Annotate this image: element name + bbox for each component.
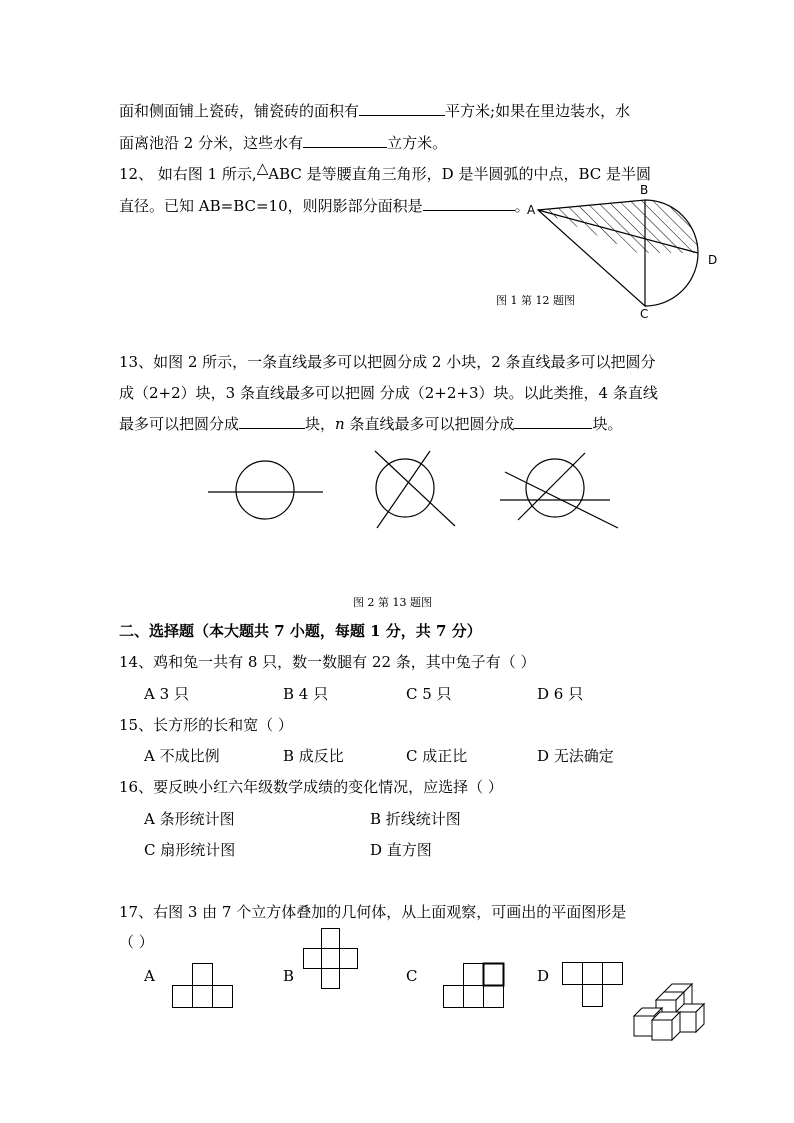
figure-2-caption: 图 2 第 13 题图	[353, 596, 432, 609]
figure-2-circle-three-lines	[500, 450, 620, 530]
q14-option-a: A 3 只	[144, 685, 189, 703]
q13-line1: 13、如图 2 所示，一条直线最多可以把圆分成 2 小块，2 条直线最多可以把圆分	[119, 353, 656, 371]
q17-option-d-figure	[562, 962, 626, 1010]
q12-line2: 直径。已知 AB=BC=10，则阴影部分面积是 。	[119, 197, 530, 215]
section-2-title: 二、选择题（本大题共 7 小题，每题 1 分，共 7 分）	[119, 622, 482, 640]
figure-3-stacked-cubes	[630, 980, 710, 1040]
q17-option-a-figure	[172, 963, 236, 1009]
q15-option-d: D 无法确定	[537, 747, 614, 765]
q17-answer-paren: （ ）	[119, 933, 154, 951]
q11-line1: 面和侧面铺上瓷砖，铺瓷砖的面积有 平方米;如果在里边装水，水	[119, 102, 631, 120]
answer-blank	[423, 196, 515, 211]
q17-option-c-label: C	[406, 967, 418, 985]
q17-question: 17、右图 3 由 7 个立方体叠加的几何体，从上面观察，可画出的平面图形是	[119, 903, 627, 921]
q14-option-b: B 4 只	[283, 685, 329, 703]
label-a: A	[527, 203, 536, 217]
answer-blank	[359, 101, 445, 116]
q17-option-c-figure	[443, 963, 507, 1009]
q16-option-a: A 条形统计图	[144, 810, 235, 828]
q16-option-d: D 直方图	[370, 841, 432, 859]
q13-line3: 最多可以把圆分成 块，n 条直线最多可以把圆分成 块。	[119, 415, 623, 433]
q15-question: 15、长方形的长和宽（ ）	[119, 716, 293, 734]
q12-line1: 12、 如右图 1 所示,△ABC 是等腰直角三角形，D 是半圆弧的中点，BC 是半圆	[119, 159, 651, 183]
q17-option-b-figure	[301, 928, 361, 994]
q14-option-c: C 5 只	[406, 685, 452, 703]
q17-option-d-label: D	[537, 967, 550, 985]
answer-blank	[239, 414, 305, 429]
figure-1-caption: 图 1 第 12 题图	[496, 294, 575, 307]
label-d: D	[708, 253, 718, 267]
q17-option-b-label: B	[283, 967, 295, 985]
q17-option-a-label: A	[144, 967, 155, 985]
q14-question: 14、鸡和兔一共有 8 只，数一数腿有 22 条，其中兔子有（ ）	[119, 653, 536, 671]
q15-option-a: A 不成比例	[144, 747, 220, 765]
q15-option-c: C 成正比	[406, 747, 468, 765]
q13-line2: 成（2+2）块，3 条直线最多可以把圆 分成（2+2+3）块。以此类推，4 条直线	[119, 384, 658, 402]
label-b: B	[640, 183, 649, 197]
q16-option-c: C 扇形统计图	[144, 841, 236, 859]
label-c: C	[640, 307, 649, 321]
figure-2-circle-one-line	[205, 455, 330, 525]
answer-blank	[514, 414, 592, 429]
triangle-symbol: △	[256, 159, 269, 177]
q16-question: 16、要反映小红六年级数学成绩的变化情况，应选择（ ）	[119, 778, 503, 796]
q11-line2: 面离池沿 2 分米，这些水有 立方米。	[119, 134, 448, 152]
q15-option-b: B 成反比	[283, 747, 344, 765]
q16-option-b: B 折线统计图	[370, 810, 461, 828]
figure-2-circle-two-lines	[365, 448, 465, 530]
answer-blank	[303, 133, 387, 148]
q14-option-d: D 6 只	[537, 685, 584, 703]
